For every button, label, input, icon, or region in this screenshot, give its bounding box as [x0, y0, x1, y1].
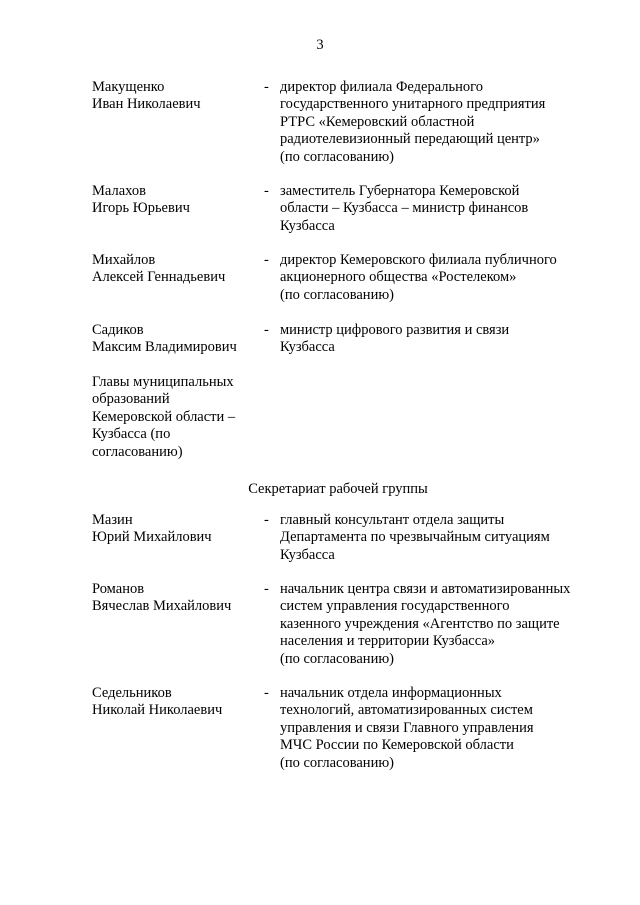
member-name: [92, 322, 257, 357]
dash-separator: -: [264, 79, 269, 95]
member-role: [280, 79, 600, 166]
member-role: [280, 252, 600, 304]
member-surname: Седельников: [92, 685, 172, 701]
member-role: [280, 183, 600, 235]
role-line: министр цифрового развития и связи: [280, 322, 510, 338]
role-line: управления и связи Главного управления: [280, 719, 534, 736]
role-line: заместитель Губернатора Кемеровской: [280, 183, 520, 199]
member-surname: Макущенко: [92, 79, 165, 95]
municipal-heads-line: Кемеровской области –: [92, 408, 236, 425]
dash-separator: -: [264, 512, 269, 528]
municipal-heads-line: образований: [92, 391, 170, 408]
member-given-name: Юрий Михайлович: [92, 529, 212, 546]
role-line: начальник центра связи и автоматизированных: [280, 581, 571, 597]
member-name: [92, 581, 257, 616]
municipal-heads-entry: [92, 374, 262, 461]
member-surname: Малахов: [92, 183, 146, 199]
role-line: начальник отдела информационных: [280, 685, 502, 701]
role-line: Департамента по чрезвычайным ситуациям: [280, 529, 550, 546]
member-surname: Романов: [92, 581, 145, 597]
role-line: (по согласованию): [280, 148, 394, 165]
role-line: (по согласованию): [280, 754, 394, 771]
role-line: области – Кузбасса – министр финансов: [280, 200, 529, 217]
municipal-heads-line: Кузбасса (по: [92, 426, 171, 443]
secretariat-title: Секретариат рабочей группы: [248, 481, 428, 497]
member-given-name: Иван Николаевич: [92, 96, 201, 113]
role-line: Кузбасса: [280, 217, 335, 234]
member-surname: Садиков: [92, 322, 144, 338]
municipal-heads-line: Главы муниципальных: [92, 374, 234, 390]
role-line: МЧС России по Кемеровской области: [280, 737, 514, 754]
role-line: технологий, автоматизированных систем: [280, 702, 533, 719]
role-line: Кузбасса: [280, 546, 335, 563]
page-number: 3: [316, 37, 324, 53]
dash-separator: -: [264, 581, 269, 597]
member-name: [92, 512, 257, 547]
member-given-name: Игорь Юрьевич: [92, 200, 190, 217]
municipal-heads-line: согласованию): [92, 443, 183, 460]
member-given-name: Алексей Геннадьевич: [92, 269, 226, 286]
role-line: директор Кемеровского филиала публичного: [280, 252, 557, 268]
role-line: радиотелевизионный передающий центр»: [280, 131, 540, 148]
member-given-name: Вячеслав Михайлович: [92, 598, 232, 615]
role-line: государственного унитарного предприятия: [280, 96, 546, 113]
role-line: директор филиала Федерального: [280, 79, 483, 95]
member-name: [92, 252, 257, 287]
member-name: [92, 183, 257, 218]
dash-separator: -: [264, 183, 269, 199]
role-line: населения и территории Кузбасса»: [280, 633, 496, 650]
member-given-name: Николай Николаевич: [92, 702, 223, 719]
dash-separator: -: [264, 685, 269, 701]
member-role: [280, 581, 600, 668]
member-name: [92, 685, 257, 720]
role-line: систем управления государственного: [280, 598, 510, 615]
role-line: главный консультант отдела защиты: [280, 512, 505, 528]
member-name: [92, 79, 257, 114]
role-line: РТРС «Кемеровский областной: [280, 113, 475, 130]
role-line: Кузбасса: [280, 339, 335, 356]
role-line: (по согласованию): [280, 650, 394, 667]
member-given-name: Максим Владимирович: [92, 339, 237, 356]
member-role: [280, 322, 600, 357]
member-surname: Мазин: [92, 512, 133, 528]
role-line: казенного учреждения «Агентство по защите: [280, 615, 560, 632]
role-line: акционерного общества «Ростелеком»: [280, 269, 517, 286]
dash-separator: -: [264, 322, 269, 338]
member-role: [280, 685, 600, 772]
member-role: [280, 512, 600, 564]
role-line: (по согласованию): [280, 286, 394, 303]
dash-separator: -: [264, 252, 269, 268]
member-surname: Михайлов: [92, 252, 156, 268]
